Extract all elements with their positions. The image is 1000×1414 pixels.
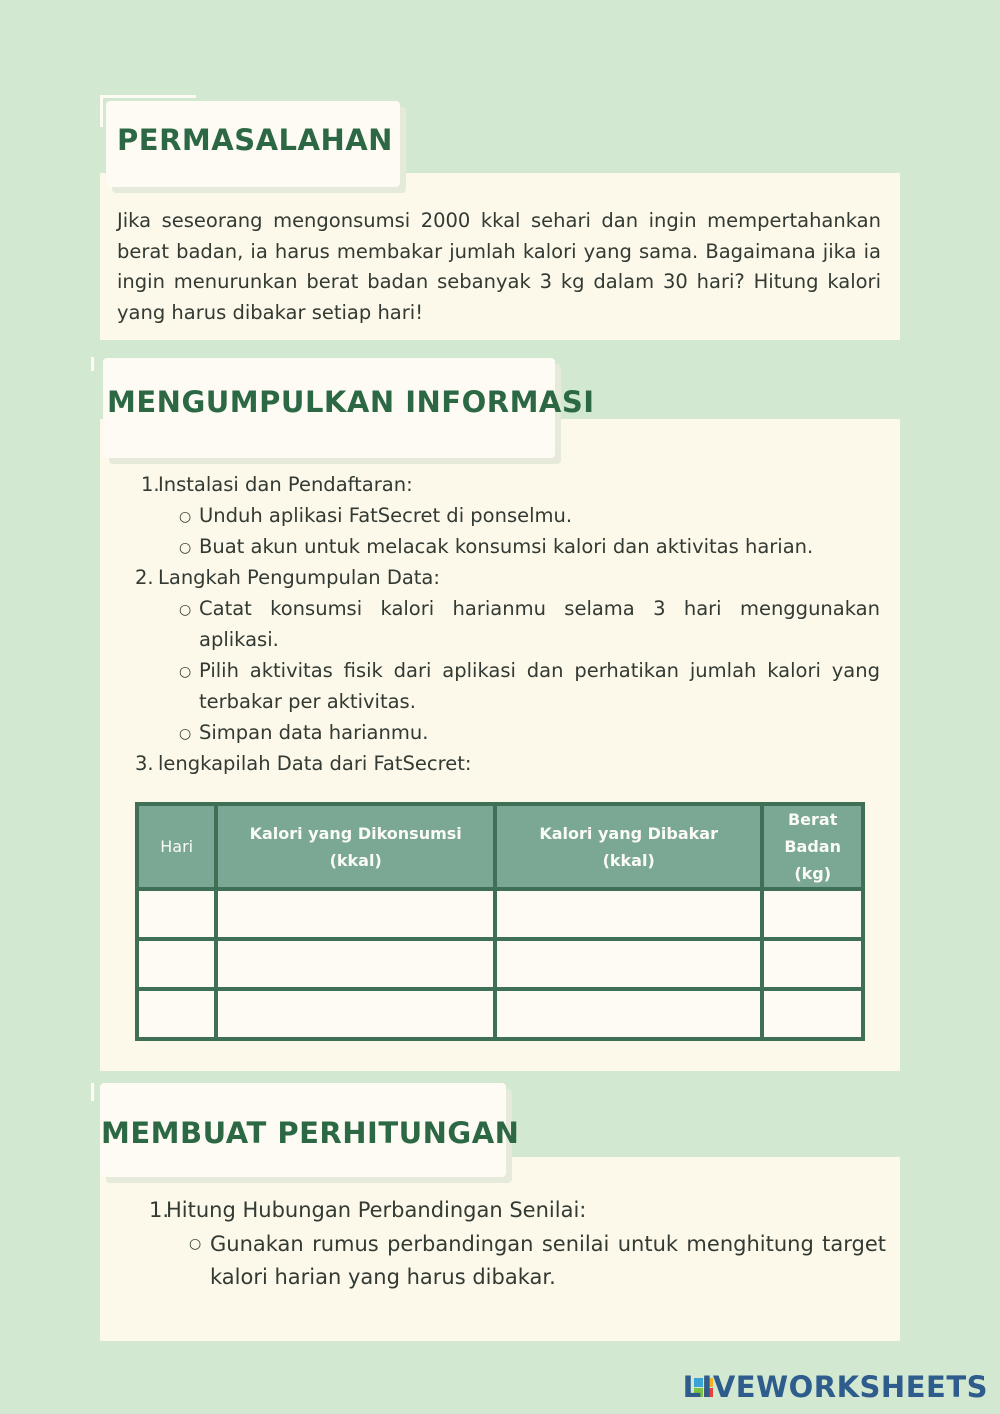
step-number: 2. xyxy=(135,566,154,589)
step-label: Langkah Pengumpulan Data: xyxy=(158,566,440,589)
calculation-header xyxy=(100,1083,520,1177)
step-1 xyxy=(141,469,413,500)
header-body-weight: Berat Badan (kg) xyxy=(762,804,863,889)
step-2-bullet-2: Pilih aktivitas fisik dari aplikasi dan perhatikan jumlah kalori yang terbakar per aktivitas. xyxy=(199,659,880,713)
table-row xyxy=(137,889,863,939)
step-number: 3. xyxy=(135,752,154,775)
bullet-icon: ○ xyxy=(179,509,192,525)
bullet-icon: ○ xyxy=(179,540,192,556)
header-calories-consumed: Kalori yang Dikonsumsi (kkal) xyxy=(216,804,495,889)
calories-burned-cell[interactable] xyxy=(495,939,762,989)
header-calories-burned: Kalori yang Dibakar (kkal) xyxy=(495,804,762,889)
decor-tick xyxy=(91,1083,94,1101)
body-weight-cell[interactable] xyxy=(762,939,863,989)
step-2-bullet-3: Simpan data harianmu. xyxy=(199,721,429,744)
table-header-row xyxy=(137,804,863,889)
step-1-bullet-2: Buat akun untuk melacak konsumsi kalori dan aktivitas harian. xyxy=(199,535,814,558)
liveworksheets-brand: LIVEWORKSHEETS xyxy=(682,1370,988,1404)
info-header xyxy=(103,358,595,458)
calculation-title: MEMBUAT PERHITUNGAN xyxy=(101,1116,520,1150)
calories-consumed-cell[interactable] xyxy=(216,939,495,989)
calories-burned-cell[interactable] xyxy=(495,889,762,939)
problem-title: PERMASALAHAN xyxy=(117,123,393,157)
calories-burned-cell[interactable] xyxy=(495,989,762,1039)
step-2 xyxy=(135,562,440,593)
step-label: lengkapilah Data dari FatSecret: xyxy=(158,752,472,775)
info-title: MENGUMPULKAN INFORMASI xyxy=(107,385,595,419)
calc-step-1 xyxy=(149,1195,587,1226)
bullet-icon: ○ xyxy=(189,1236,202,1252)
problem-header xyxy=(106,101,400,187)
calc-step-1-bullet-1: Gunakan rumus perbandingan senilai untuk menghitung target kalori harian yang harus dibakar. xyxy=(210,1232,886,1289)
step-number: 1. xyxy=(141,473,160,496)
bullet-icon: ○ xyxy=(179,664,192,680)
body-weight-cell[interactable] xyxy=(762,989,863,1039)
step-number: 1. xyxy=(149,1198,170,1222)
decor-tick xyxy=(100,95,103,127)
day-cell[interactable] xyxy=(137,939,216,989)
step-label: Hitung Hubungan Perbandingan Senilai: xyxy=(166,1198,587,1222)
step-3 xyxy=(135,748,472,779)
step-2-bullet-1: Catat konsumsi kalori harianmu selama 3 hari menggunakan aplikasi. xyxy=(199,597,880,651)
header-day: Hari xyxy=(137,804,216,889)
step-label: Instalasi dan Pendaftaran: xyxy=(158,473,413,496)
day-cell[interactable] xyxy=(137,889,216,939)
decor-tick xyxy=(91,357,94,371)
decor-tick xyxy=(100,95,196,98)
table-row xyxy=(137,989,863,1039)
problem-text-wrap xyxy=(117,206,881,328)
problem-text: Jika seseorang mengonsumsi 2000 kkal sehari dan ingin mempertahankan berat badan, ia harus membakar jumlah kalori yang sama. Bagaimana jika ia ingin menurunkan berat badan sebanyak 3 kg dalam 30 hari? Hitung kalori yang harus dibakar setiap hari! xyxy=(117,209,881,324)
fatsecret-data-table xyxy=(135,802,865,1041)
calories-consumed-cell[interactable] xyxy=(216,889,495,939)
calories-consumed-cell[interactable] xyxy=(216,989,495,1039)
table-row xyxy=(137,939,863,989)
bullet-icon: ○ xyxy=(179,726,192,742)
day-cell[interactable] xyxy=(137,989,216,1039)
step-1-bullet-1: Unduh aplikasi FatSecret di ponselmu. xyxy=(199,504,573,527)
body-weight-cell[interactable] xyxy=(762,889,863,939)
bullet-icon: ○ xyxy=(179,602,192,618)
